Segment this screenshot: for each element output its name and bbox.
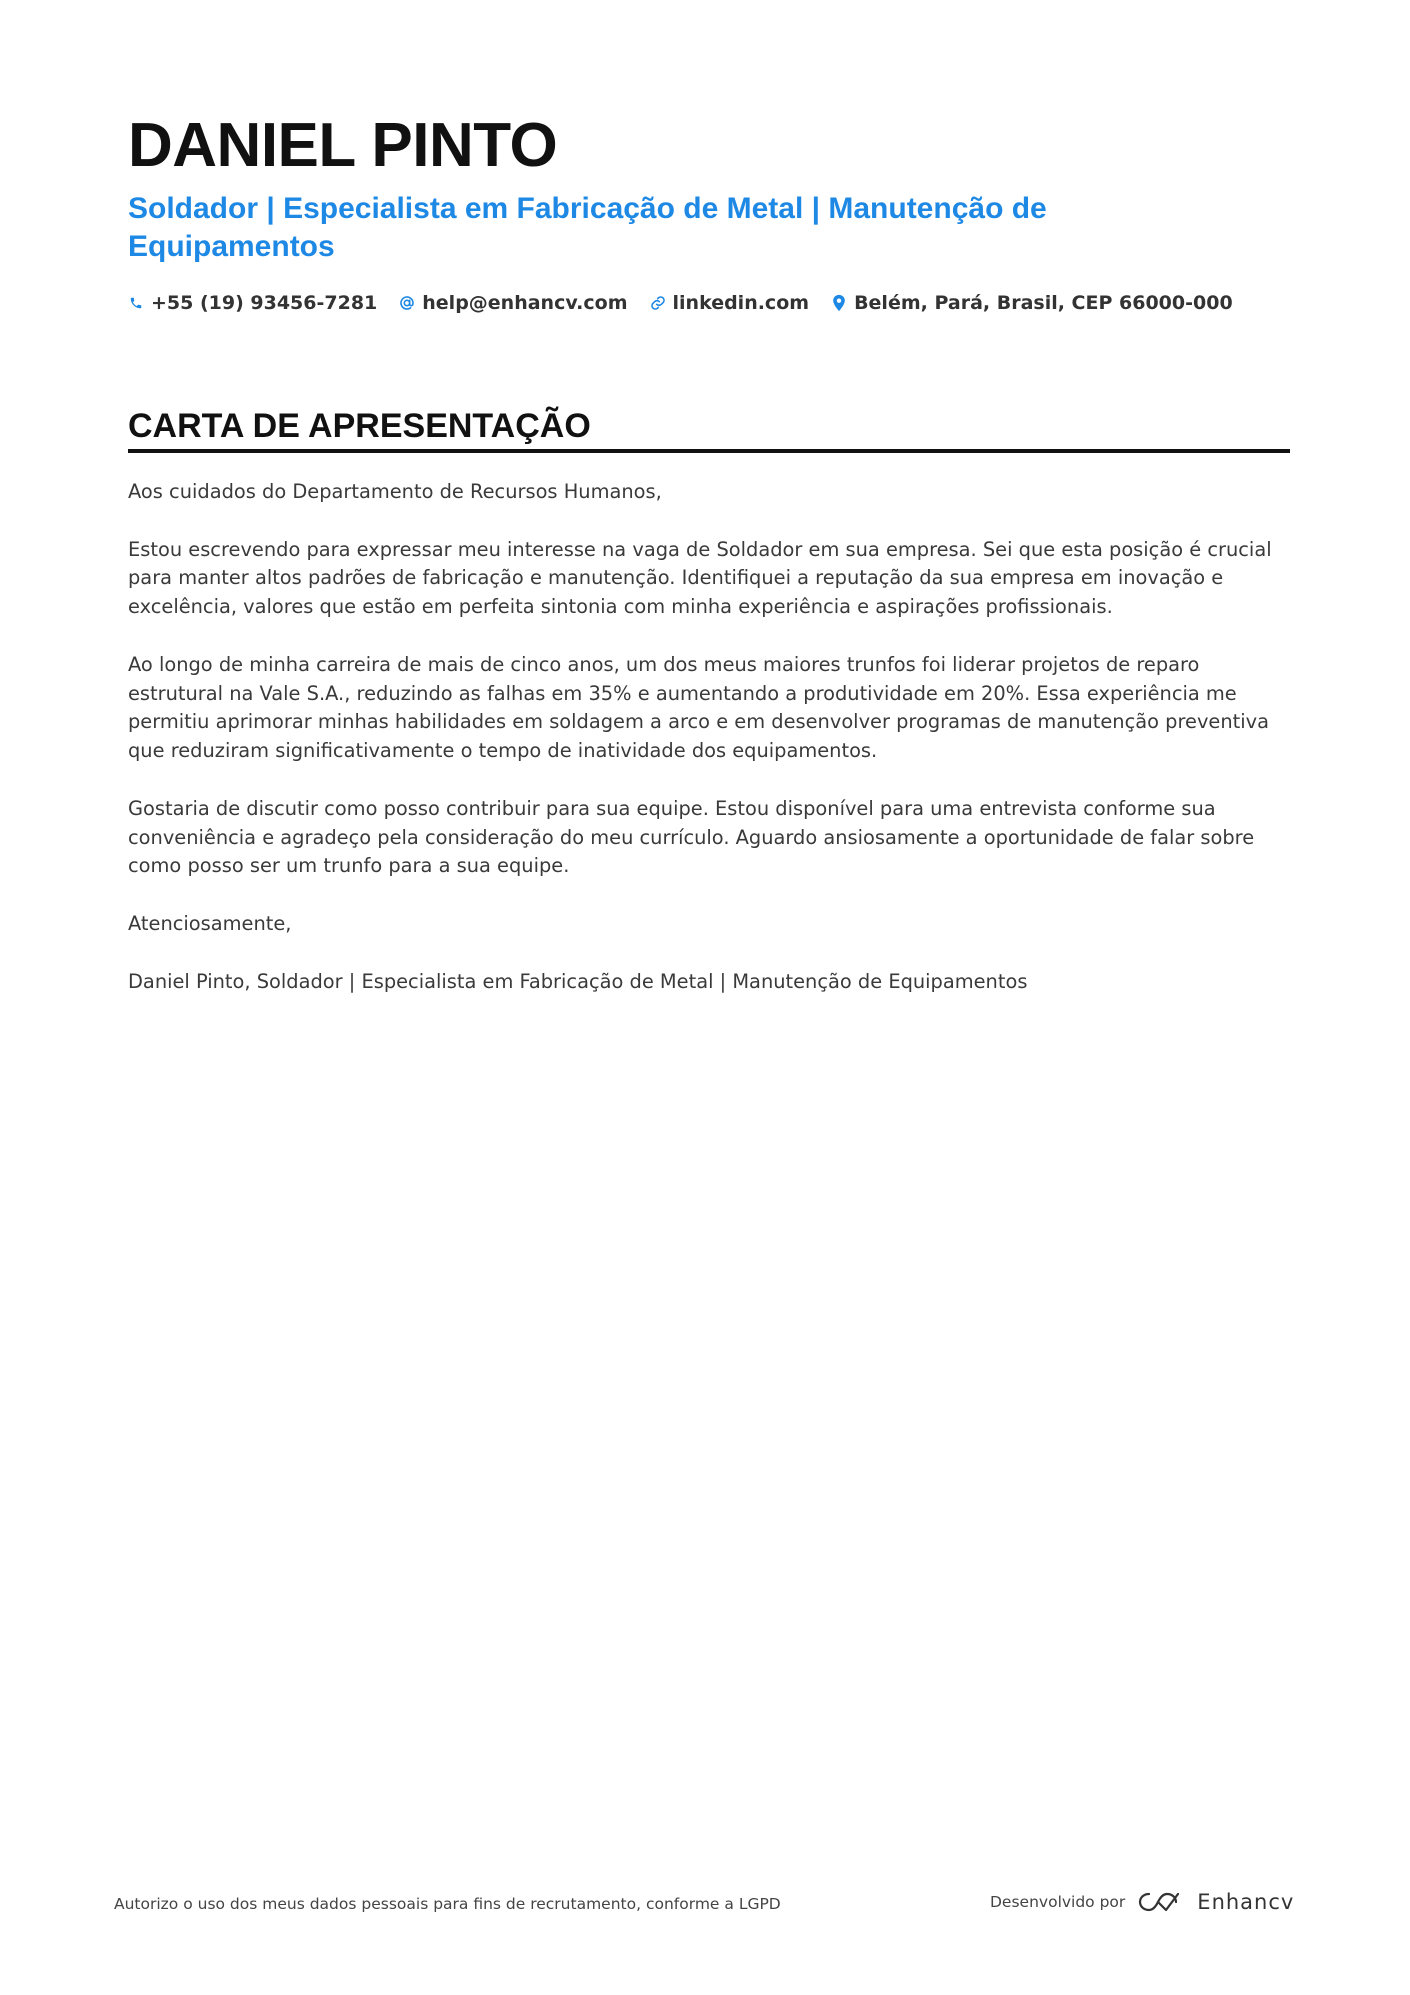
letter-signature: Daniel Pinto, Soldador | Especialista em Fabricação de Metal | Manutenção de Equipamentos — [128, 969, 1028, 993]
link-icon — [650, 294, 666, 312]
contact-linkedin[interactable] — [650, 292, 810, 314]
powered-by[interactable] — [990, 1890, 1294, 1914]
at-icon — [399, 294, 415, 312]
letter-body — [128, 478, 1290, 1025]
phone-icon — [128, 294, 144, 312]
contact-location-text: Belém, Pará, Brasil, CEP 66000-000 — [854, 292, 1233, 314]
section-divider — [128, 449, 1290, 453]
letter-paragraph: Estou escrevendo para expressar meu interesse na vaga de Soldador em sua empresa. Sei que esta posição é crucial para manter altos padrões de fabricação e manutenção. Identifiquei a reputação da sua empresa em inovação e excelência, valores que estão em perfeita sintonia com minha experiência e aspirações profissionais. — [128, 537, 1272, 619]
contact-email[interactable] — [399, 292, 627, 314]
letter-closing: Atenciosamente, — [128, 911, 292, 935]
letter-greeting: Aos cuidados do Departamento de Recursos Humanos, — [128, 480, 662, 503]
contact-phone[interactable] — [128, 292, 377, 314]
contact-bar — [128, 292, 1255, 314]
consent-note: Autorizo o uso dos meus dados pessoais para fins de recrutamento, conforme a LGPD — [114, 1895, 781, 1913]
contact-linkedin-text: linkedin.com — [672, 292, 810, 314]
brand-name: Enhancv — [1197, 1890, 1295, 1914]
contact-phone-text: +55 (19) 93456-7281 — [151, 292, 378, 314]
contact-location — [831, 292, 1233, 314]
enhancv-logo-icon — [1137, 1891, 1183, 1913]
applicant-headline: Soldador | Especialista em Fabricação de Metal | Manutenção de Equipamentos — [128, 192, 1047, 263]
letter-paragraph: Ao longo de minha carreira de mais de cinco anos, um dos meus maiores trunfos foi liderar projetos de reparo estrutural na Vale S.A., reduzindo as falhas em 35% e aumentando a produtividade em 20%. Essa experiência me permitiu aprimorar minhas habilidades em soldagem a arco e em desenvolver programas de manutenção preventiva que reduziram significativamente o tempo de inatividade dos equipamentos. — [128, 652, 1269, 763]
contact-email-text: help@enhancv.com — [422, 292, 628, 314]
powered-by-label: Desenvolvido por — [990, 1893, 1126, 1911]
letter-paragraph: Gostaria de discutir como posso contribuir para sua equipe. Estou disponível para uma entrevista conforme sua conveniência e agradeço pela consideração do meu currículo. Aguardo ansiosamente a oportunidade de falar sobre como posso ser um trunfo para a sua equipe. — [128, 796, 1255, 878]
location-pin-icon — [831, 294, 847, 312]
section-title: CARTA DE APRESENTAÇÃO — [128, 407, 591, 445]
applicant-name: DANIEL PINTO — [128, 111, 558, 180]
